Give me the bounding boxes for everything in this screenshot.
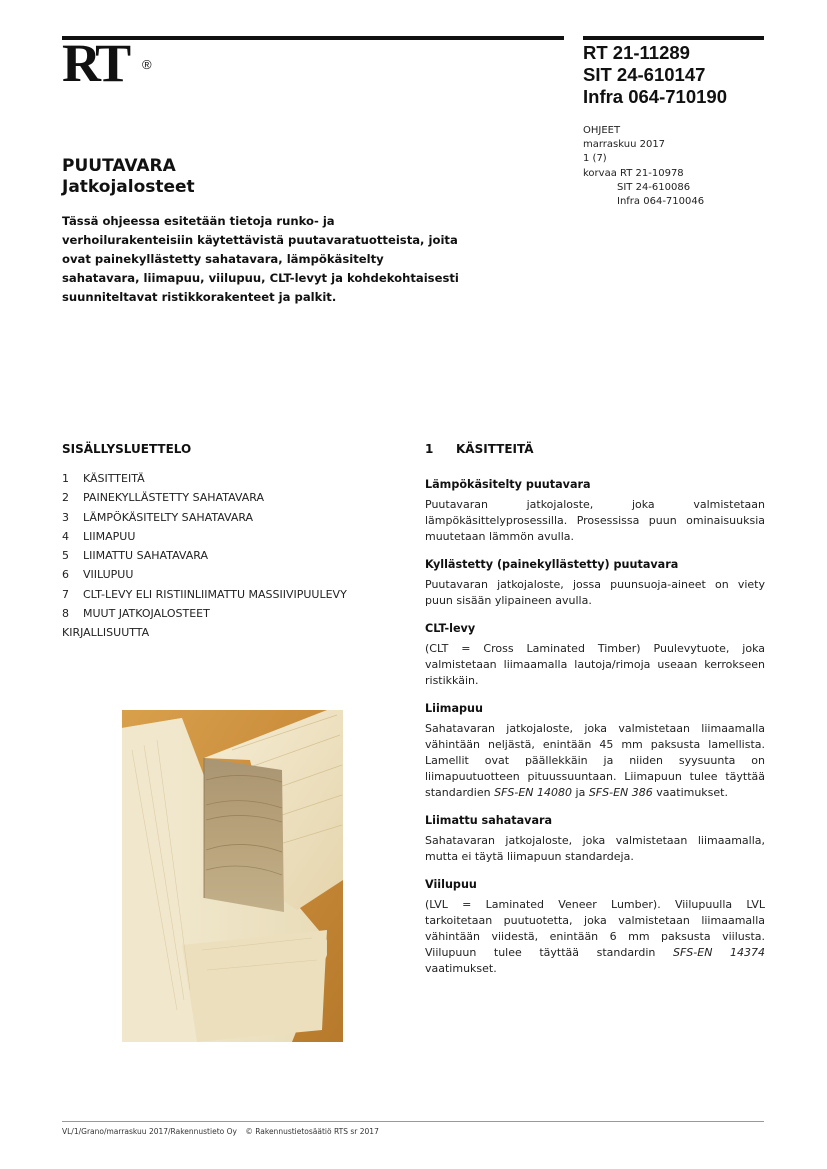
lower-beam-end [182,930,327,1042]
definition-text: vaatimukset. [425,962,497,975]
toc-item[interactable] [62,565,347,584]
doc-type: OHJEET [583,125,621,136]
toc-label: VIILUPUU [83,568,134,582]
section-heading [425,442,534,456]
toc-label: LIIMAPUU [83,529,136,543]
replaces-rt: korvaa RT 21-10978 [583,167,684,179]
header-rule-left [62,36,564,40]
term-definition: Sahatavaran jatkojaloste, joka valmistetaan liimaamalla, mutta ei täytä liimapuun standardeja. [425,834,765,863]
toc-item[interactable] [62,585,347,604]
toc-label: KÄSITTEITÄ [83,472,145,485]
toc-label: PAINEKYLLÄSTETTY SAHATAVARA [83,491,264,505]
toc-label: MUUT JATKOJALOSTEET [83,607,210,621]
toc-num: 1 [62,472,69,485]
toc-item[interactable] [62,508,347,527]
standard-reference: SFS-EN 14080 [494,786,573,799]
glulam-beams-photo [122,710,343,1042]
definition-text: vaatimukset. [652,786,728,799]
page-number: 1 (7) [583,153,607,165]
section-title: KÄSITTEITÄ [456,442,534,456]
table-of-contents [62,469,347,643]
toc-label: LÄMPÖKÄSITELTY SAHATAVARA [83,510,254,524]
document-meta [583,124,704,209]
wood-beams-illustration [122,710,343,1042]
toc-item[interactable] [62,469,347,488]
replaces-sit: SIT 24-610086 [617,181,691,193]
toc-num: 2 [62,491,69,505]
rt-code: RT 21-11289 [583,42,690,63]
toc-item[interactable] [62,546,347,565]
definition-text: Sahatavaran jatkojaloste, joka valmistetaan liimaamalla vähintään neljästä, enintään 45 mm paksusta lamellista. Lamellit ovat päällekkäin ja niiden syysuunta on liimapuutuotteen pituussuuntaan. Liimapuun tulee täyttää standardien [425,722,765,799]
toc-item[interactable] [62,527,347,546]
toc-title: SISÄLLYSLUETTELO [62,442,192,456]
definitions [425,477,765,989]
toc-num: 3 [62,510,69,524]
toc-item-bibliography[interactable]: KIRJALLISUUTTA [62,626,150,640]
toc-num: 7 [62,587,69,601]
toc-label: LIIMATTU SAHATAVARA [83,549,208,563]
upper-beam-end-grain [204,758,284,912]
page-title: PUUTAVARA [62,156,176,176]
standard-reference: SFS-EN 14374 [672,946,765,959]
header-rule-right [583,36,764,40]
term-heading: Lämpökäsitelty puutavara [425,478,591,491]
replaces-infra: Infra 064-710046 [617,196,705,208]
sit-code: SIT 24-610147 [583,64,706,85]
page-subtitle: Jatkojalosteet [62,177,195,197]
term-heading: Liimattu sahatavara [425,814,553,827]
term-definition: Puutavaran jatkojaloste, joka valmistetaan lämpökäsittelyprosessilla. Prosessissa puun ominaisuuksia muutetaan lämmön avulla. [425,498,765,543]
definition-text: (LVL = Laminated Veneer Lumber). Viilupuulla LVL tarkoitetaan puutuotetta, joka valmistetaan liimaamalla vähintään viidestä, enintään 6 mm paksusta viilusta. Viilupuun tulee täyttää standardin [425,898,765,959]
footer-copyright: © Rakennustietosäätiö RTS sr 2017 [245,1127,379,1136]
term-definition: Puutavaran jatkojaloste, jossa puunsuoja-aineet on viety puun sisään ylipaineen avulla. [425,578,765,607]
footer [62,1127,379,1136]
document-codes [583,42,727,108]
term-definition [425,721,765,801]
doc-date: marraskuu 2017 [583,139,666,151]
toc-num: 5 [62,549,69,563]
logo-text: RT [62,33,128,93]
term-heading: Viilupuu [425,878,477,891]
section-number: 1 [425,442,434,456]
toc-num: 6 [62,568,69,582]
infra-code: Infra 064-710190 [583,86,727,107]
toc-item[interactable] [62,604,347,623]
toc-num: 8 [62,607,69,621]
term-heading: Kyllästetty (painekyllästetty) puutavara [425,558,679,571]
footer-left: VL/1/Grano/marraskuu 2017/Rakennustieto Oy [62,1127,237,1136]
intro-paragraph: Tässä ohjeessa esitetään tietoja runko- ja verhoilurakenteisiin käytettävistä puutavaratuotteista, joita ovat painekyllästetty sahatavara, lämpökäsitelty sahatavara, liimapuu, viilupuu, CLT-levyt ja kohdekohtaisesti suunniteltavat ristikkorakenteet ja palkit. [62,214,459,304]
footer-rule [62,1121,764,1122]
rt-logo [62,33,152,93]
term-heading: Liimapuu [425,702,483,715]
toc-label: CLT-LEVY ELI RISTIINLIIMATTU MASSIIVIPUULEVY [83,587,347,601]
registered-mark: ® [142,57,152,72]
term-heading: CLT-levy [425,622,476,635]
toc-num: 4 [62,529,69,543]
term-definition: (CLT = Cross Laminated Timber) Puulevytuote, joka valmistetaan liimaamalla lautoja/rimoja useaan kerrokseen ristikkäin. [425,642,765,687]
toc-item[interactable] [62,488,347,507]
definition-text: ja [572,786,589,799]
standard-reference: SFS-EN 386 [588,786,653,799]
term-definition [425,897,765,977]
